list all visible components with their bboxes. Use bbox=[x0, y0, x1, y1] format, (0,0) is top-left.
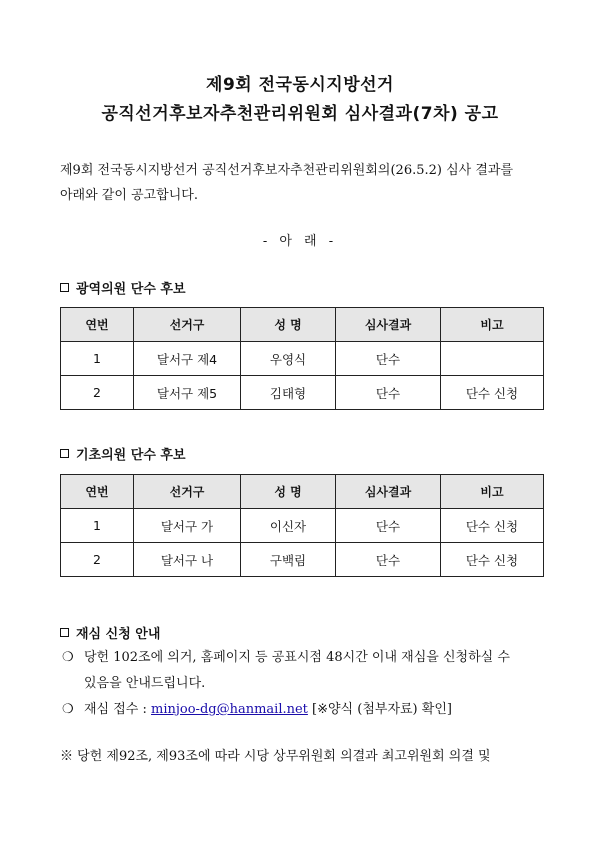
cell-remarks: 단수 신청 bbox=[441, 376, 544, 410]
cell-district: 달서구 나 bbox=[134, 543, 241, 577]
table-row bbox=[61, 376, 544, 410]
reexamination-guide bbox=[62, 645, 552, 723]
cell-result: 단수 bbox=[336, 509, 441, 543]
cell-number: 1 bbox=[61, 342, 134, 376]
cell-name: 구백림 bbox=[241, 543, 336, 577]
cell-remarks: 단수 신청 bbox=[441, 543, 544, 577]
cell-name: 이신자 bbox=[241, 509, 336, 543]
cell-district: 달서구 제4 bbox=[134, 342, 241, 376]
circle-bullet-icon: ❍ bbox=[62, 650, 74, 665]
cell-remarks: 단수 신청 bbox=[441, 509, 544, 543]
footnote: ※ 당헌 제92조, 제93조에 따라 시당 상무위원회 의결과 최고위원회 의결 및 bbox=[60, 749, 491, 764]
email-link[interactable]: minjoo-dg@hanmail.net bbox=[151, 702, 308, 717]
form-reference: [※양식 (첨부자료) 확인] bbox=[307, 702, 452, 717]
cell-result: 단수 bbox=[336, 342, 441, 376]
section-heading-label: 광역의원 단수 후보 bbox=[76, 282, 186, 297]
col-header-number: 연번 bbox=[61, 308, 134, 342]
list-item bbox=[62, 697, 552, 723]
square-bullet-icon bbox=[60, 628, 69, 637]
metropolitan-candidates-table bbox=[60, 307, 544, 410]
page-title: 제9회 전국동시지방선거 bbox=[206, 75, 394, 95]
cell-number: 1 bbox=[61, 509, 134, 543]
col-header-district: 선거구 bbox=[134, 308, 241, 342]
section-heading-metropolitan bbox=[60, 278, 186, 297]
cell-number: 2 bbox=[61, 376, 134, 410]
col-header-result: 심사결과 bbox=[336, 475, 441, 509]
submission-label: 재심 접수 : bbox=[84, 702, 152, 717]
local-candidates-table bbox=[60, 474, 544, 577]
bullet-text-1-cont: 있음을 안내드립니다. bbox=[84, 676, 206, 691]
cell-result: 단수 bbox=[336, 376, 441, 410]
cell-district: 달서구 가 bbox=[134, 509, 241, 543]
section-heading-label: 재심 신청 안내 bbox=[76, 627, 161, 642]
bullet-text-2 bbox=[84, 697, 452, 723]
page-subtitle: 공직선거후보자추천관리위원회 심사결과(7차) 공고 bbox=[101, 104, 499, 124]
col-header-name: 성 명 bbox=[241, 475, 336, 509]
cell-district: 달서구 제5 bbox=[134, 376, 241, 410]
col-header-remarks: 비고 bbox=[441, 475, 544, 509]
cell-name: 우영식 bbox=[241, 342, 336, 376]
table-header-row bbox=[61, 475, 544, 509]
square-bullet-icon bbox=[60, 449, 69, 458]
intro-line-2: 아래와 같이 공고합니다. bbox=[60, 188, 198, 203]
col-header-district: 선거구 bbox=[134, 475, 241, 509]
table-header-row bbox=[61, 308, 544, 342]
bullet-text-1: 당헌 102조에 의거, 홈페이지 등 공표시점 48시간 이내 재심을 신청하실 수 bbox=[84, 650, 510, 665]
cell-number: 2 bbox=[61, 543, 134, 577]
col-header-result: 심사결과 bbox=[336, 308, 441, 342]
col-header-remarks: 비고 bbox=[441, 308, 544, 342]
col-header-number: 연번 bbox=[61, 475, 134, 509]
col-header-name: 성 명 bbox=[241, 308, 336, 342]
table-row bbox=[61, 509, 544, 543]
section-heading-reexamination bbox=[60, 623, 160, 642]
cell-result: 단수 bbox=[336, 543, 441, 577]
intro-paragraph bbox=[60, 158, 550, 208]
cell-remarks bbox=[441, 342, 544, 376]
table-row bbox=[61, 543, 544, 577]
circle-bullet-icon: ❍ bbox=[62, 702, 74, 717]
section-heading-label: 기초의원 단수 후보 bbox=[76, 448, 186, 463]
list-item bbox=[62, 645, 552, 671]
intro-line-1: 제9회 전국동시지방선거 공직선거후보자추천관리위원회의(26.5.2) 심사 결과를 bbox=[60, 163, 514, 178]
cell-name: 김태형 bbox=[241, 376, 336, 410]
table-row bbox=[61, 342, 544, 376]
below-heading: - 아 래 - bbox=[262, 234, 338, 249]
square-bullet-icon bbox=[60, 283, 69, 292]
list-item-continuation bbox=[62, 671, 552, 697]
section-heading-local bbox=[60, 444, 186, 463]
